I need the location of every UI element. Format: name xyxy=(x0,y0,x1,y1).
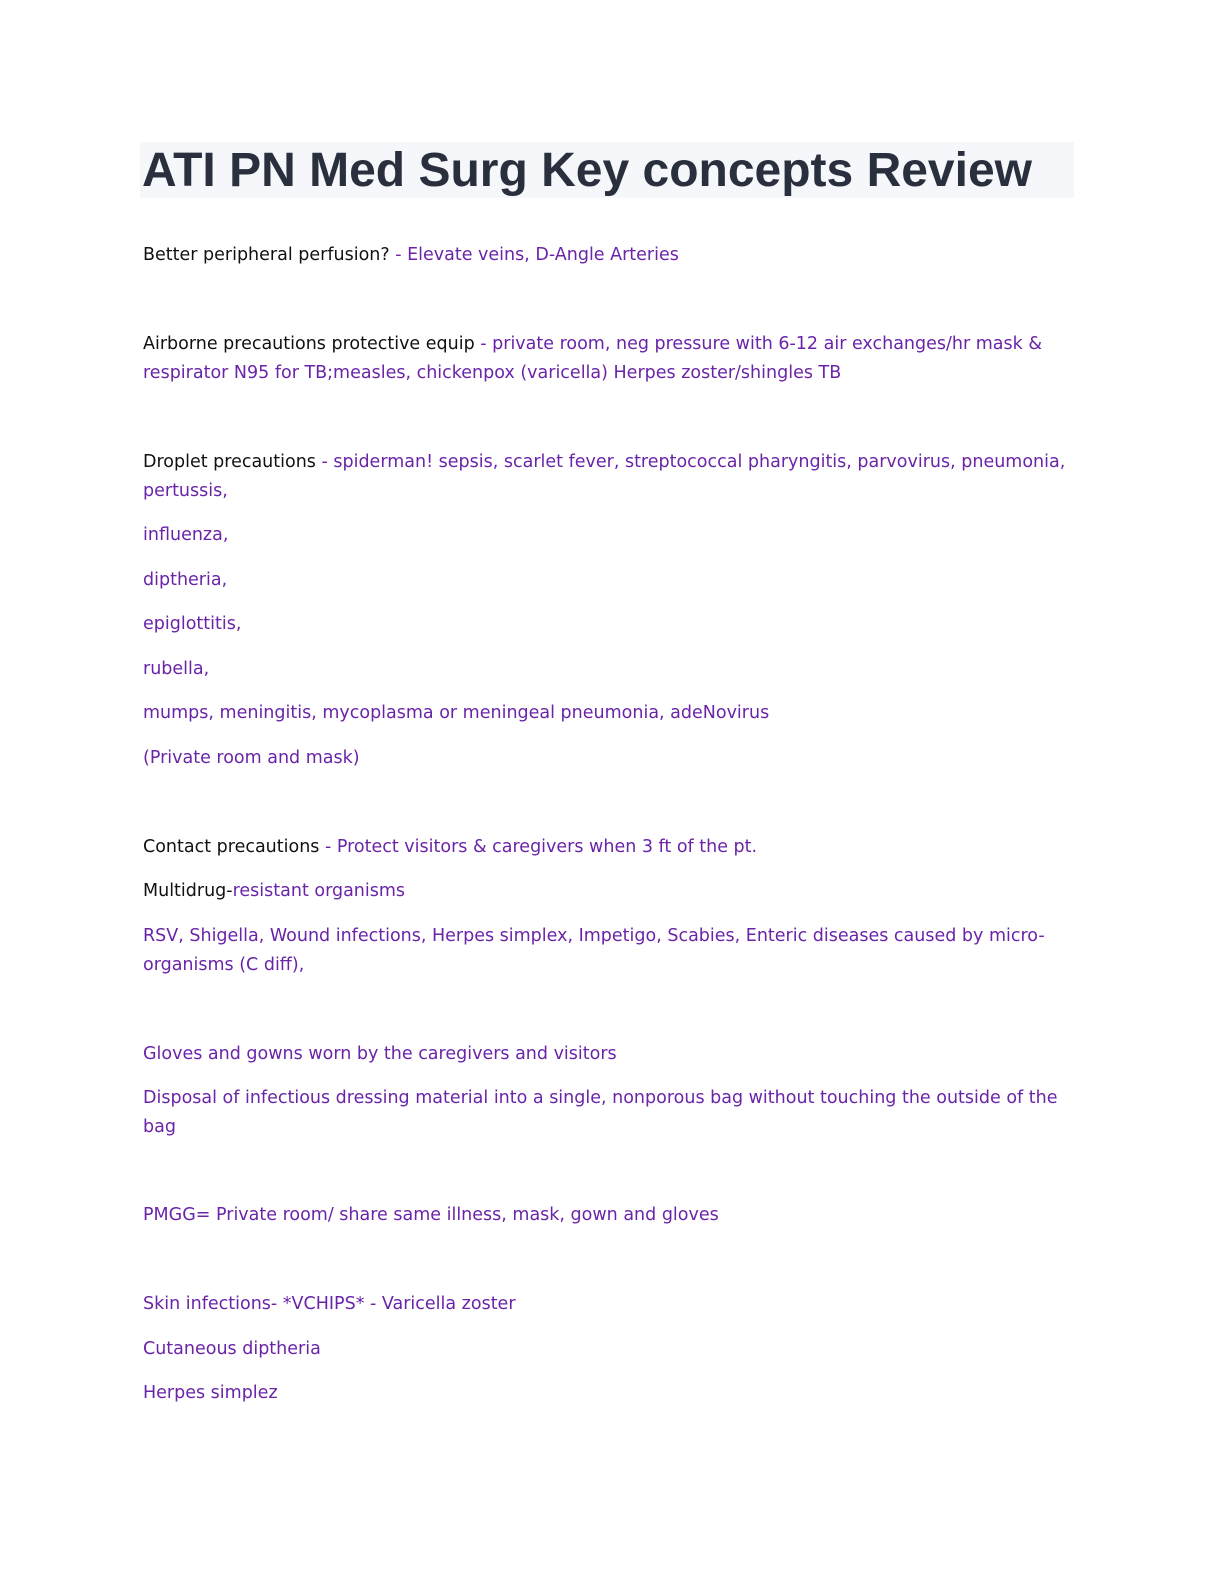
droplet-definition-line2: pertussis, xyxy=(143,481,228,501)
droplet-term: Droplet precautions xyxy=(143,452,316,472)
airborne-definition-line2: respirator N95 for TB;measles, chickenpox (varicella) Herpes zoster/shingles TB xyxy=(143,363,842,383)
contact-definition: - Protect visitors & caregivers when 3 ft of the pt. xyxy=(319,837,758,857)
airborne-entry xyxy=(143,330,1083,359)
contact-disposal-line1: Disposal of infectious dressing material into a single, nonporous bag without touching the outside of the xyxy=(143,1088,1058,1108)
contact-diseases-line2: organisms (C diff), xyxy=(143,955,305,975)
document-title: ATI PN Med Surg Key concepts Review xyxy=(142,144,1032,197)
droplet-item: rubella, xyxy=(143,659,210,679)
droplet-entry xyxy=(143,448,1083,477)
pmgg-note: PMGG= Private room/ share same illness, mask, gown and gloves xyxy=(143,1205,719,1225)
contact-gloves: Gloves and gowns worn by the caregivers and visitors xyxy=(143,1044,617,1064)
contact-term: Contact precautions xyxy=(143,837,320,857)
contact-mdro-rest: resistant organisms xyxy=(232,881,406,901)
droplet-item: (Private room and mask) xyxy=(143,748,360,768)
contact-mdro-prefix: Multidrug- xyxy=(143,881,233,901)
perfusion-definition: - Elevate veins, D-Angle Arteries xyxy=(389,245,679,265)
contact-mdro xyxy=(143,877,1083,906)
perfusion-entry xyxy=(143,241,1083,270)
droplet-item: epiglottitis, xyxy=(143,614,242,634)
contact-disposal-line2: bag xyxy=(143,1117,176,1137)
skin-item: Cutaneous diptheria xyxy=(143,1339,321,1359)
skin-item: Herpes simplez xyxy=(143,1383,278,1403)
droplet-item: diptheria, xyxy=(143,570,228,590)
droplet-item: mumps, meningitis, mycoplasma or meningeal pneumonia, adeNovirus xyxy=(143,703,770,723)
skin-heading: Skin infections- *VCHIPS* - Varicella zoster xyxy=(143,1294,516,1314)
perfusion-term: Better peripheral perfusion? xyxy=(143,245,390,265)
airborne-term: Airborne precautions protective equip xyxy=(143,334,475,354)
contact-entry xyxy=(143,833,1083,862)
droplet-definition-line1: - spiderman! sepsis, scarlet fever, streptococcal pharyngitis, parvovirus, pneumonia, xyxy=(315,452,1066,472)
droplet-item: influenza, xyxy=(143,525,229,545)
contact-diseases-line1: RSV, Shigella, Wound infections, Herpes simplex, Impetigo, Scabies, Enteric diseases caused by micro- xyxy=(143,926,1045,946)
airborne-definition-line1: - private room, neg pressure with 6-12 air exchanges/hr mask & xyxy=(474,334,1042,354)
